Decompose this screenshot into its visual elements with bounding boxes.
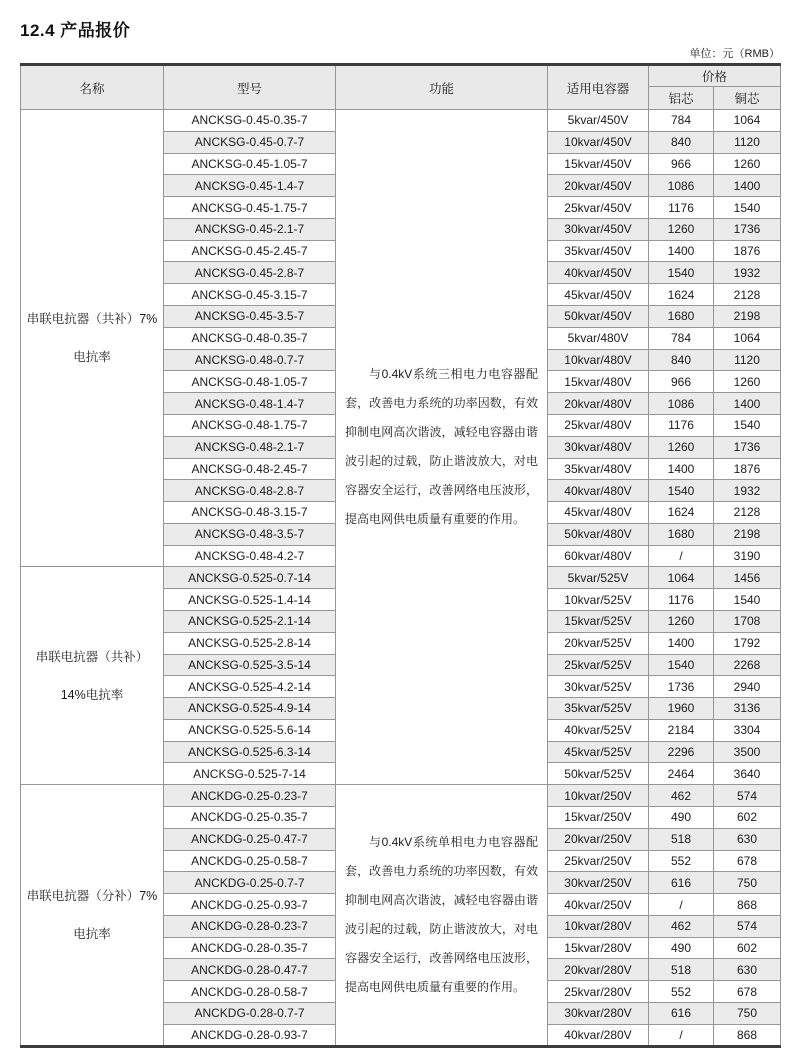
capacitor-cell: 45kvar/480V [548, 502, 649, 524]
model-cell: ANCKSG-0.48-4.2-7 [164, 545, 336, 567]
capacitor-cell: 20kvar/250V [548, 828, 649, 850]
capacitor-cell: 20kvar/480V [548, 393, 649, 415]
copper-price-cell: 2128 [714, 284, 781, 306]
model-cell: ANCKSG-0.525-4.2-14 [164, 676, 336, 698]
aluminum-price-cell: 518 [649, 828, 714, 850]
capacitor-cell: 15kvar/280V [548, 937, 649, 959]
product-name-cell [21, 567, 164, 785]
model-cell: ANCKSG-0.48-3.5-7 [164, 523, 336, 545]
capacitor-cell: 25kvar/525V [548, 654, 649, 676]
header-name: 名称 [21, 65, 164, 110]
unit-note: 单位：元（RMB） [689, 48, 780, 60]
copper-price-cell: 630 [714, 828, 781, 850]
capacitor-cell: 30kvar/480V [548, 436, 649, 458]
aluminum-price-cell: 552 [649, 850, 714, 872]
model-cell: ANCKSG-0.525-1.4-14 [164, 589, 336, 611]
capacitor-cell: 35kvar/450V [548, 240, 649, 262]
aluminum-price-cell: 1540 [649, 262, 714, 284]
copper-price-cell: 1736 [714, 436, 781, 458]
copper-price-cell: 3304 [714, 719, 781, 741]
capacitor-cell: 25kvar/480V [548, 414, 649, 436]
capacitor-cell: 5kvar/450V [548, 110, 649, 132]
product-name-line: 电抗率 [73, 350, 111, 365]
aluminum-price-cell: 2464 [649, 763, 714, 785]
copper-price-cell: 1120 [714, 131, 781, 153]
capacitor-cell: 50kvar/480V [548, 523, 649, 545]
aluminum-price-cell: 784 [649, 110, 714, 132]
aluminum-price-cell: 1736 [649, 676, 714, 698]
copper-price-cell: 3500 [714, 741, 781, 763]
model-cell: ANCKSG-0.525-3.5-14 [164, 654, 336, 676]
product-price-table [20, 63, 781, 1048]
product-name-line: 串联电抗器（分补）7% [26, 888, 158, 903]
aluminum-price-cell: 2184 [649, 719, 714, 741]
model-cell: ANCKSG-0.48-3.15-7 [164, 502, 336, 524]
copper-price-cell: 602 [714, 807, 781, 829]
model-cell: ANCKDG-0.28-0.58-7 [164, 981, 336, 1003]
capacitor-cell: 35kvar/525V [548, 698, 649, 720]
function-cell [336, 785, 548, 1046]
capacitor-cell: 30kvar/450V [548, 218, 649, 240]
aluminum-price-cell: 1540 [649, 480, 714, 502]
model-cell: ANCKSG-0.45-1.4-7 [164, 175, 336, 197]
copper-price-cell: 678 [714, 981, 781, 1003]
aluminum-price-cell: / [649, 894, 714, 916]
copper-price-cell: 2198 [714, 306, 781, 328]
aluminum-price-cell: 1624 [649, 502, 714, 524]
model-cell: ANCKDG-0.25-0.23-7 [164, 785, 336, 807]
copper-price-cell: 1932 [714, 480, 781, 502]
table-row [21, 110, 781, 132]
page-title: 12.4 产品报价 [20, 21, 131, 40]
function-description: 与0.4kV系统单相电力电容器配套，改善电力系统的功率因数，有效抑制电网高次谐波，减轻电容器由谐波引起的过载，防止谐波放大，对电容器安全运行，改善网络电压波形，提高电网供电质量有重要的作用。 [345, 834, 538, 994]
copper-price-cell: 3640 [714, 763, 781, 785]
model-cell: ANCKDG-0.28-0.7-7 [164, 1003, 336, 1025]
aluminum-price-cell: 1960 [649, 698, 714, 720]
aluminum-price-cell: 1400 [649, 632, 714, 654]
copper-price-cell: 2128 [714, 502, 781, 524]
aluminum-price-cell: 1400 [649, 240, 714, 262]
product-name-line: 电抗率 [73, 926, 111, 941]
product-name-line: 串联电抗器（共补）7% [26, 312, 158, 327]
model-cell: ANCKSG-0.525-7-14 [164, 763, 336, 785]
model-cell: ANCKSG-0.45-2.1-7 [164, 218, 336, 240]
copper-price-cell: 1876 [714, 240, 781, 262]
model-cell: ANCKSG-0.45-0.35-7 [164, 110, 336, 132]
copper-price-cell: 2198 [714, 523, 781, 545]
model-cell: ANCKSG-0.525-5.6-14 [164, 719, 336, 741]
model-cell: ANCKSG-0.48-0.35-7 [164, 327, 336, 349]
copper-price-cell: 1708 [714, 610, 781, 632]
copper-price-cell: 1064 [714, 327, 781, 349]
capacitor-cell: 25kvar/280V [548, 981, 649, 1003]
model-cell: ANCKDG-0.28-0.47-7 [164, 959, 336, 981]
capacitor-cell: 5kvar/525V [548, 567, 649, 589]
copper-price-cell: 868 [714, 1024, 781, 1046]
aluminum-price-cell: 966 [649, 153, 714, 175]
capacitor-cell: 15kvar/450V [548, 153, 649, 175]
capacitor-cell: 15kvar/480V [548, 371, 649, 393]
copper-price-cell: 602 [714, 937, 781, 959]
capacitor-cell: 40kvar/280V [548, 1024, 649, 1046]
capacitor-cell: 5kvar/480V [548, 327, 649, 349]
model-cell: ANCKSG-0.45-3.5-7 [164, 306, 336, 328]
copper-price-cell: 1400 [714, 175, 781, 197]
model-cell: ANCKDG-0.25-0.35-7 [164, 807, 336, 829]
model-cell: ANCKSG-0.525-6.3-14 [164, 741, 336, 763]
product-name-line: 串联电抗器（共补） [35, 649, 149, 664]
aluminum-price-cell: 840 [649, 349, 714, 371]
capacitor-cell: 20kvar/280V [548, 959, 649, 981]
model-cell: ANCKSG-0.525-2.1-14 [164, 610, 336, 632]
capacitor-cell: 10kvar/480V [548, 349, 649, 371]
model-cell: ANCKSG-0.45-0.7-7 [164, 131, 336, 153]
capacitor-cell: 45kvar/450V [548, 284, 649, 306]
copper-price-cell: 1932 [714, 262, 781, 284]
header-capacitor: 适用电容器 [548, 65, 649, 110]
aluminum-price-cell: 1176 [649, 589, 714, 611]
capacitor-cell: 40kvar/450V [548, 262, 649, 284]
aluminum-price-cell: 1086 [649, 175, 714, 197]
copper-price-cell: 2940 [714, 676, 781, 698]
aluminum-price-cell: 840 [649, 131, 714, 153]
product-name-line: 14%电抗率 [60, 687, 124, 702]
aluminum-price-cell: 1624 [649, 284, 714, 306]
header-price: 价格 [649, 65, 781, 87]
capacitor-cell: 10kvar/250V [548, 785, 649, 807]
product-name-cell [21, 110, 164, 567]
copper-price-cell: 1260 [714, 371, 781, 393]
copper-price-cell: 1540 [714, 414, 781, 436]
aluminum-price-cell: 462 [649, 915, 714, 937]
model-cell: ANCKSG-0.45-2.8-7 [164, 262, 336, 284]
copper-price-cell: 1260 [714, 153, 781, 175]
copper-price-cell: 1540 [714, 589, 781, 611]
model-cell: ANCKSG-0.45-2.45-7 [164, 240, 336, 262]
aluminum-price-cell: 1680 [649, 306, 714, 328]
function-description: 与0.4kV系统三相电力电容器配套，改善电力系统的功率因数，有效抑制电网高次谐波，减轻电容器由谐波引起的过载，防止谐波放大，对电容器安全运行，改善网络电压波形，提高电网供电质量有重要的作用。 [345, 367, 538, 527]
aluminum-price-cell: 784 [649, 327, 714, 349]
header-copper-core: 铜芯 [714, 87, 781, 110]
copper-price-cell: 1064 [714, 110, 781, 132]
model-cell: ANCKSG-0.45-3.15-7 [164, 284, 336, 306]
aluminum-price-cell: 616 [649, 1003, 714, 1025]
model-cell: ANCKSG-0.48-1.4-7 [164, 393, 336, 415]
copper-price-cell: 2268 [714, 654, 781, 676]
capacitor-cell: 20kvar/450V [548, 175, 649, 197]
model-cell: ANCKDG-0.25-0.58-7 [164, 850, 336, 872]
copper-price-cell: 678 [714, 850, 781, 872]
aluminum-price-cell: 616 [649, 872, 714, 894]
aluminum-price-cell: 1680 [649, 523, 714, 545]
model-cell: ANCKSG-0.525-4.9-14 [164, 698, 336, 720]
capacitor-cell: 25kvar/450V [548, 197, 649, 219]
copper-price-cell: 1120 [714, 349, 781, 371]
copper-price-cell: 574 [714, 785, 781, 807]
aluminum-price-cell: 1176 [649, 414, 714, 436]
aluminum-price-cell: 462 [649, 785, 714, 807]
aluminum-price-cell: / [649, 545, 714, 567]
capacitor-cell: 40kvar/250V [548, 894, 649, 916]
model-cell: ANCKSG-0.525-0.7-14 [164, 567, 336, 589]
model-cell: ANCKSG-0.48-1.75-7 [164, 414, 336, 436]
capacitor-cell: 25kvar/250V [548, 850, 649, 872]
model-cell: ANCKDG-0.25-0.47-7 [164, 828, 336, 850]
capacitor-cell: 30kvar/280V [548, 1003, 649, 1025]
model-cell: ANCKSG-0.45-1.05-7 [164, 153, 336, 175]
capacitor-cell: 35kvar/480V [548, 458, 649, 480]
model-cell: ANCKSG-0.48-2.45-7 [164, 458, 336, 480]
copper-price-cell: 574 [714, 915, 781, 937]
aluminum-price-cell: 1260 [649, 218, 714, 240]
aluminum-price-cell: 518 [649, 959, 714, 981]
aluminum-price-cell: 490 [649, 937, 714, 959]
header-model: 型号 [164, 65, 336, 110]
model-cell: ANCKSG-0.48-2.8-7 [164, 480, 336, 502]
aluminum-price-cell: 1260 [649, 610, 714, 632]
capacitor-cell: 10kvar/280V [548, 915, 649, 937]
capacitor-cell: 45kvar/525V [548, 741, 649, 763]
copper-price-cell: 750 [714, 1003, 781, 1025]
capacitor-cell: 40kvar/480V [548, 480, 649, 502]
aluminum-price-cell: 1260 [649, 436, 714, 458]
model-cell: ANCKDG-0.25-0.93-7 [164, 894, 336, 916]
model-cell: ANCKSG-0.48-0.7-7 [164, 349, 336, 371]
price-table-body [21, 110, 781, 1047]
capacitor-cell: 15kvar/250V [548, 807, 649, 829]
copper-price-cell: 1456 [714, 567, 781, 589]
capacitor-cell: 30kvar/250V [548, 872, 649, 894]
aluminum-price-cell: 966 [649, 371, 714, 393]
copper-price-cell: 1876 [714, 458, 781, 480]
capacitor-cell: 15kvar/525V [548, 610, 649, 632]
aluminum-price-cell: 2296 [649, 741, 714, 763]
copper-price-cell: 1792 [714, 632, 781, 654]
capacitor-cell: 50kvar/450V [548, 306, 649, 328]
copper-price-cell: 1736 [714, 218, 781, 240]
capacitor-cell: 20kvar/525V [548, 632, 649, 654]
model-cell: ANCKSG-0.48-2.1-7 [164, 436, 336, 458]
table-row [21, 785, 781, 807]
model-cell: ANCKSG-0.45-1.75-7 [164, 197, 336, 219]
table-header [21, 65, 781, 110]
header-aluminum-core: 铝芯 [649, 87, 714, 110]
aluminum-price-cell: / [649, 1024, 714, 1046]
capacitor-cell: 40kvar/525V [548, 719, 649, 741]
header-function: 功能 [336, 65, 548, 110]
copper-price-cell: 868 [714, 894, 781, 916]
model-cell: ANCKDG-0.25-0.7-7 [164, 872, 336, 894]
aluminum-price-cell: 1540 [649, 654, 714, 676]
capacitor-cell: 10kvar/525V [548, 589, 649, 611]
aluminum-price-cell: 1064 [649, 567, 714, 589]
copper-price-cell: 1400 [714, 393, 781, 415]
copper-price-cell: 3136 [714, 698, 781, 720]
aluminum-price-cell: 552 [649, 981, 714, 1003]
model-cell: ANCKDG-0.28-0.23-7 [164, 915, 336, 937]
model-cell: ANCKDG-0.28-0.93-7 [164, 1024, 336, 1046]
capacitor-cell: 30kvar/525V [548, 676, 649, 698]
copper-price-cell: 630 [714, 959, 781, 981]
function-cell [336, 110, 548, 785]
aluminum-price-cell: 1400 [649, 458, 714, 480]
aluminum-price-cell: 1176 [649, 197, 714, 219]
capacitor-cell: 60kvar/480V [548, 545, 649, 567]
capacitor-cell: 50kvar/525V [548, 763, 649, 785]
copper-price-cell: 1540 [714, 197, 781, 219]
aluminum-price-cell: 1086 [649, 393, 714, 415]
model-cell: ANCKSG-0.48-1.05-7 [164, 371, 336, 393]
copper-price-cell: 3190 [714, 545, 781, 567]
aluminum-price-cell: 490 [649, 807, 714, 829]
capacitor-cell: 10kvar/450V [548, 131, 649, 153]
copper-price-cell: 750 [714, 872, 781, 894]
model-cell: ANCKDG-0.28-0.35-7 [164, 937, 336, 959]
model-cell: ANCKSG-0.525-2.8-14 [164, 632, 336, 654]
product-name-cell [21, 785, 164, 1046]
